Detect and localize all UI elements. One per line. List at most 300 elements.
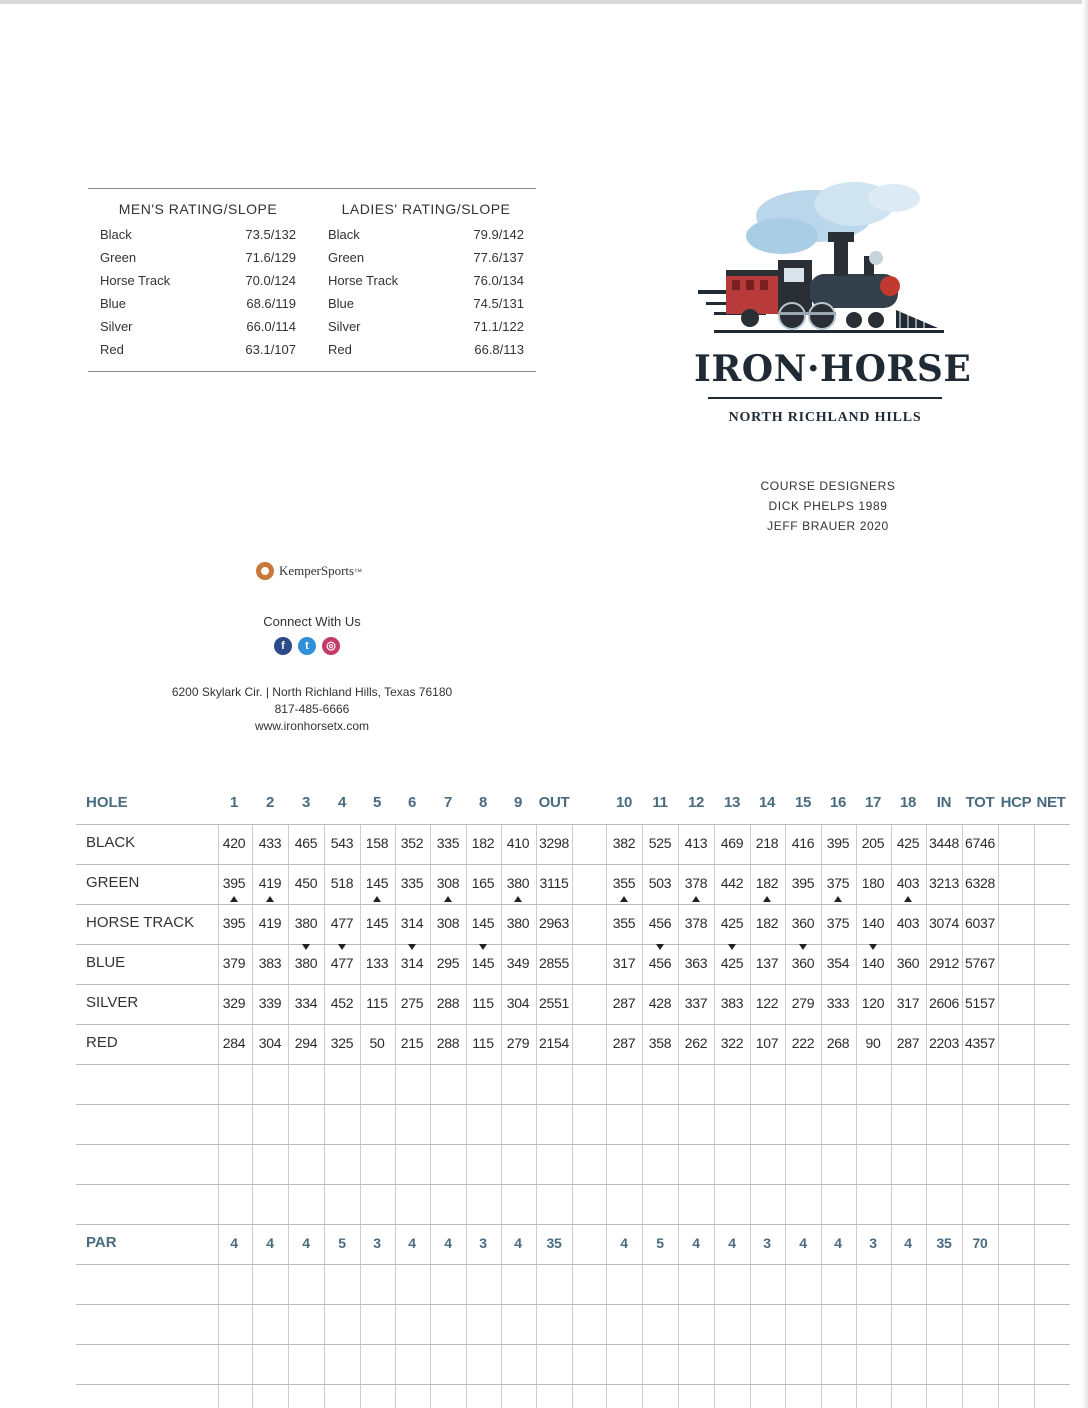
rating-slope-value: 74.5/131 <box>473 296 524 311</box>
header-hole-label: HOLE <box>86 794 128 811</box>
score-cell: 158 <box>365 835 389 851</box>
score-cell: 317 <box>896 995 920 1011</box>
score-cell: 325 <box>330 1035 354 1051</box>
score-cell: 107 <box>755 1035 779 1051</box>
score-cell: 6746 <box>965 835 995 851</box>
score-cell: 456 <box>648 915 672 931</box>
score-cell: 380 <box>294 955 318 971</box>
score-cell: 180 <box>861 875 885 891</box>
score-cell: 3 <box>869 1235 877 1251</box>
score-cell: 3 <box>373 1235 381 1251</box>
grid-column-line <box>821 824 822 1408</box>
header-cell: 7 <box>443 794 453 811</box>
score-cell: 317 <box>612 955 636 971</box>
mens-ratings-header: MEN'S RATING/SLOPE <box>118 201 278 217</box>
grid-column-line <box>714 824 715 1408</box>
tee-marker-down-icon <box>656 944 664 950</box>
grid-column-line <box>926 824 927 1408</box>
row-label: PAR <box>86 1234 117 1251</box>
score-cell: 477 <box>330 915 354 931</box>
tee-name: Black <box>328 227 360 242</box>
grid-column-line <box>1034 824 1035 1408</box>
tee-name: Horse Track <box>100 273 171 288</box>
tee-marker-down-icon <box>869 944 877 950</box>
tee-name: Red <box>328 342 352 357</box>
score-cell: 335 <box>436 835 460 851</box>
header-cell: OUT <box>538 794 570 811</box>
score-cell: 6037 <box>965 915 995 931</box>
header-cell: 14 <box>758 794 776 811</box>
score-cell: 115 <box>472 995 494 1011</box>
grid-column-line <box>395 824 396 1408</box>
score-cell: 518 <box>330 875 354 891</box>
score-cell: 335 <box>400 875 424 891</box>
score-cell: 339 <box>258 995 282 1011</box>
tee-name: Black <box>100 227 132 242</box>
rating-slope-value: 76.0/134 <box>473 273 524 288</box>
score-cell: 4 <box>302 1235 310 1251</box>
score-cell: 410 <box>506 835 530 851</box>
score-cell: 4357 <box>965 1035 995 1051</box>
grid-column-line <box>536 824 537 1408</box>
designer-phelps: DICK PHELPS 1989 <box>768 499 888 513</box>
tee-name: Red <box>100 342 124 357</box>
rating-slope-value: 63.1/107 <box>245 342 296 357</box>
score-cell: 452 <box>330 995 354 1011</box>
grid-column-line <box>324 824 325 1408</box>
score-cell: 395 <box>791 875 815 891</box>
grid-column-line <box>998 824 999 1408</box>
score-cell: 5767 <box>965 955 995 971</box>
score-cell: 288 <box>436 995 460 1011</box>
score-cell: 287 <box>612 1035 636 1051</box>
score-cell: 2963 <box>539 915 569 931</box>
grid-column-line <box>430 824 431 1408</box>
score-cell: 182 <box>471 835 495 851</box>
score-cell: 419 <box>258 915 282 931</box>
score-cell: 288 <box>436 1035 460 1051</box>
score-cell: 382 <box>612 835 636 851</box>
rating-slope-value: 66.8/113 <box>474 342 524 357</box>
row-label: GREEN <box>86 874 140 891</box>
score-cell: 337 <box>684 995 708 1011</box>
score-cell: 352 <box>400 835 424 851</box>
mens-rating-row <box>100 269 296 292</box>
score-cell: 355 <box>612 915 636 931</box>
header-cell: 15 <box>794 794 812 811</box>
tee-marker-down-icon <box>338 944 346 950</box>
phone-number: 817-485-6666 <box>274 702 350 716</box>
header-cell: IN <box>936 794 952 811</box>
logo-subtitle: NORTH RICHLAND HILLS <box>728 410 922 425</box>
score-cell: 2855 <box>539 955 569 971</box>
header-cell: NET <box>1036 794 1066 811</box>
mens-rating-row <box>100 315 296 338</box>
tee-marker-up-icon <box>692 896 700 902</box>
score-cell: 275 <box>400 995 424 1011</box>
score-cell: 4 <box>230 1235 238 1251</box>
score-cell: 3 <box>763 1235 771 1251</box>
score-cell: 90 <box>865 1035 881 1051</box>
score-cell: 360 <box>791 915 815 931</box>
grid-column-line <box>856 824 857 1408</box>
tee-marker-up-icon <box>763 896 771 902</box>
score-cell: 314 <box>400 915 424 931</box>
score-cell: 3074 <box>929 915 959 931</box>
header-cell: 5 <box>372 794 382 811</box>
ladies-rating-row <box>328 315 524 338</box>
mens-ratings <box>100 201 296 361</box>
score-cell: 322 <box>720 1035 744 1051</box>
grid-column-line <box>360 824 361 1408</box>
header-cell: 9 <box>513 794 523 811</box>
score-cell: 122 <box>755 995 779 1011</box>
score-cell: 133 <box>365 955 389 971</box>
mens-rating-row <box>100 338 296 361</box>
score-cell: 145 <box>365 915 389 931</box>
tee-marker-down-icon <box>799 944 807 950</box>
score-cell: 215 <box>400 1035 424 1051</box>
score-cell: 218 <box>755 835 779 851</box>
score-cell: 375 <box>826 875 850 891</box>
grid-column-line <box>218 824 219 1408</box>
kempersports-badge-icon <box>256 562 274 580</box>
tee-name: Silver <box>100 319 133 334</box>
score-cell: 425 <box>720 915 744 931</box>
score-cell: 120 <box>861 995 885 1011</box>
rating-slope-value: 79.9/142 <box>473 227 524 242</box>
score-cell: 182 <box>755 875 779 891</box>
tee-marker-up-icon <box>904 896 912 902</box>
score-cell: 5 <box>338 1235 346 1251</box>
mens-rating-row <box>100 223 296 246</box>
score-cell: 380 <box>506 915 530 931</box>
grid-row-line <box>76 824 1070 825</box>
score-cell: 428 <box>648 995 672 1011</box>
grid-column-line <box>642 824 643 1408</box>
score-cell: 3115 <box>539 875 569 891</box>
score-cell: 145 <box>471 955 495 971</box>
score-cell: 433 <box>258 835 282 851</box>
score-cell: 308 <box>436 915 460 931</box>
grid-column-line <box>678 824 679 1408</box>
row-label: BLACK <box>86 834 136 851</box>
tee-name: Blue <box>100 296 127 311</box>
ladies-rating-row <box>328 269 524 292</box>
rating-slope-value: 71.1/122 <box>473 319 524 334</box>
grid-column-line <box>962 824 963 1408</box>
rating-slope-value: 71.6/129 <box>245 250 296 265</box>
score-cell: 425 <box>720 955 744 971</box>
header-cell: 8 <box>478 794 488 811</box>
score-cell: 140 <box>861 955 885 971</box>
score-cell: 3 <box>479 1235 487 1251</box>
score-cell: 378 <box>684 915 708 931</box>
tee-name: Green <box>328 250 365 265</box>
header-cell: 1 <box>229 794 239 811</box>
score-cell: 165 <box>471 875 495 891</box>
logo-title: IRON·HORSE <box>694 348 972 390</box>
grid-row-line <box>76 984 1070 985</box>
tee-marker-up-icon <box>834 896 842 902</box>
grid-row-line <box>76 1104 1070 1105</box>
tee-marker-up-icon <box>373 896 381 902</box>
page-right-edge <box>1082 0 1088 1408</box>
ladies-ratings <box>328 201 524 361</box>
score-cell: 4 <box>620 1235 628 1251</box>
score-cell: 115 <box>366 995 388 1011</box>
score-cell: 355 <box>612 875 636 891</box>
rating-slope-value: 66.0/114 <box>246 319 296 334</box>
tee-marker-up-icon <box>444 896 452 902</box>
row-label: HORSE TRACK <box>86 914 195 931</box>
score-cell: 2912 <box>929 955 959 971</box>
tee-marker-down-icon <box>408 944 416 950</box>
row-label: RED <box>86 1034 118 1051</box>
tee-name: Horse Track <box>328 273 399 288</box>
kempersports-logo <box>256 562 362 580</box>
score-cell: 2606 <box>929 995 959 1011</box>
score-cell: 395 <box>826 835 850 851</box>
twitter-icon[interactable]: t <box>298 637 316 655</box>
score-cell: 403 <box>896 875 920 891</box>
score-cell: 420 <box>222 835 246 851</box>
mens-rating-row <box>100 246 296 269</box>
score-cell: 4 <box>692 1235 700 1251</box>
score-cell: 419 <box>258 875 282 891</box>
ladies-ratings-header: LADIES' RATING/SLOPE <box>341 201 511 217</box>
instagram-icon[interactable]: ◎ <box>322 637 340 655</box>
grid-column-line <box>606 824 607 1408</box>
trademark-mark: ™ <box>354 566 362 576</box>
score-cell: 4 <box>904 1235 912 1251</box>
grid-row-line <box>76 1304 1070 1305</box>
iron-horse-logo <box>694 178 972 436</box>
header-cell: 2 <box>265 794 275 811</box>
score-cell: 294 <box>294 1035 318 1051</box>
score-cell: 2203 <box>929 1035 959 1051</box>
score-cell: 2154 <box>539 1035 569 1051</box>
score-cell: 137 <box>755 955 779 971</box>
grid-row-line <box>76 1064 1070 1065</box>
contact-info <box>110 684 514 735</box>
designer-brauer: JEFF BRAUER 2020 <box>767 519 889 533</box>
ladies-rating-row <box>328 338 524 361</box>
score-cell: 2551 <box>539 995 569 1011</box>
grid-column-line <box>466 824 467 1408</box>
ladies-rating-row <box>328 223 524 246</box>
score-cell: 3298 <box>539 835 569 851</box>
score-cell: 383 <box>720 995 744 1011</box>
score-cell: 4 <box>514 1235 522 1251</box>
score-cell: 279 <box>506 1035 530 1051</box>
header-cell: 12 <box>687 794 705 811</box>
score-cell: 378 <box>684 875 708 891</box>
row-label: BLUE <box>86 954 126 971</box>
score-cell: 3213 <box>929 875 959 891</box>
score-cell: 360 <box>791 955 815 971</box>
score-cell: 222 <box>791 1035 815 1051</box>
score-cell: 395 <box>222 915 246 931</box>
grid-row-line <box>76 1144 1070 1145</box>
score-cell: 416 <box>791 835 815 851</box>
score-cell: 543 <box>330 835 354 851</box>
score-cell: 3448 <box>929 835 959 851</box>
score-cell: 4 <box>799 1235 807 1251</box>
score-cell: 4 <box>834 1235 842 1251</box>
row-label: SILVER <box>86 994 139 1011</box>
grid-column-line <box>501 824 502 1408</box>
connect-label: Connect With Us <box>263 614 361 629</box>
score-cell: 477 <box>330 955 354 971</box>
score-cell: 456 <box>648 955 672 971</box>
tee-marker-up-icon <box>514 896 522 902</box>
score-cell: 503 <box>648 875 672 891</box>
score-cell: 145 <box>365 875 389 891</box>
score-cell: 333 <box>826 995 850 1011</box>
rating-slope-value: 70.0/124 <box>245 273 296 288</box>
kempersports-name: KemperSports <box>279 563 355 578</box>
score-cell: 465 <box>294 835 318 851</box>
tee-marker-down-icon <box>302 944 310 950</box>
tee-name: Silver <box>328 319 361 334</box>
rating-slope-value: 73.5/132 <box>245 227 296 242</box>
ladies-rating-row <box>328 292 524 315</box>
mens-rating-row <box>100 292 296 315</box>
header-cell: 17 <box>864 794 882 811</box>
grid-row-line <box>76 1024 1070 1025</box>
ratings-table <box>88 188 536 372</box>
score-cell: 379 <box>222 955 246 971</box>
tee-name: Blue <box>328 296 355 311</box>
score-cell: 469 <box>720 835 744 851</box>
grid-column-line <box>750 824 751 1408</box>
tee-marker-up-icon <box>230 896 238 902</box>
score-cell: 284 <box>222 1035 246 1051</box>
score-cell: 287 <box>612 995 636 1011</box>
score-cell: 287 <box>896 1035 920 1051</box>
header-cell: 18 <box>899 794 917 811</box>
score-cell: 304 <box>506 995 530 1011</box>
grid-column-line <box>572 824 573 1408</box>
grid-row-line <box>76 1384 1070 1385</box>
grid-column-line <box>252 824 253 1408</box>
website-link[interactable]: www.ironhorsetx.com <box>254 719 370 733</box>
score-cell: 425 <box>896 835 920 851</box>
score-cell: 360 <box>896 955 920 971</box>
grid-row-line <box>76 864 1070 865</box>
tee-marker-up-icon <box>266 896 274 902</box>
tee-name: Green <box>100 250 137 265</box>
header-cell: HCP <box>1000 794 1032 811</box>
score-cell: 314 <box>400 955 424 971</box>
grid-column-line <box>288 824 289 1408</box>
score-cell: 268 <box>826 1035 850 1051</box>
locomotive-illustration <box>694 178 956 348</box>
score-cell: 279 <box>791 995 815 1011</box>
score-cell: 262 <box>684 1035 708 1051</box>
score-cell: 363 <box>684 955 708 971</box>
score-cell: 525 <box>648 835 672 851</box>
score-cell: 354 <box>826 955 850 971</box>
header-cell: 6 <box>407 794 417 811</box>
score-cell: 35 <box>936 1235 952 1251</box>
social-icons <box>274 637 340 655</box>
score-cell: 4 <box>444 1235 452 1251</box>
score-cell: 4 <box>728 1235 736 1251</box>
score-cell: 450 <box>294 875 318 891</box>
score-cell: 4 <box>408 1235 416 1251</box>
ladies-rating-row <box>328 246 524 269</box>
score-cell: 380 <box>506 875 530 891</box>
score-cell: 375 <box>826 915 850 931</box>
score-cell: 413 <box>684 835 708 851</box>
score-cell: 6328 <box>965 875 995 891</box>
page-top-edge <box>0 0 1088 4</box>
grid-column-line <box>891 824 892 1408</box>
score-cell: 140 <box>861 915 885 931</box>
scorecard-table <box>76 784 1070 1408</box>
score-cell: 5 <box>656 1235 664 1251</box>
score-cell: 205 <box>861 835 885 851</box>
header-cell: 4 <box>337 794 347 811</box>
score-cell: 329 <box>222 995 246 1011</box>
score-cell: 349 <box>506 955 530 971</box>
address-line: 6200 Skylark Cir. | North Richland Hills, Texas 76180 <box>171 685 453 699</box>
score-cell: 380 <box>294 915 318 931</box>
course-designers <box>720 476 936 536</box>
header-cell: 16 <box>829 794 847 811</box>
header-cell: TOT <box>965 794 995 811</box>
score-cell: 383 <box>258 955 282 971</box>
score-cell: 115 <box>472 1035 494 1051</box>
grid-row-line <box>76 1184 1070 1185</box>
header-cell: 11 <box>652 794 668 811</box>
score-cell: 182 <box>755 915 779 931</box>
designers-heading: COURSE DESIGNERS <box>760 479 896 493</box>
score-cell: 35 <box>546 1235 562 1251</box>
tee-marker-up-icon <box>620 896 628 902</box>
tee-marker-down-icon <box>728 944 736 950</box>
score-cell: 334 <box>294 995 318 1011</box>
rating-slope-value: 77.6/137 <box>473 250 524 265</box>
score-cell: 308 <box>436 875 460 891</box>
score-cell: 70 <box>972 1235 988 1251</box>
rating-slope-value: 68.6/119 <box>246 296 296 311</box>
score-cell: 4 <box>266 1235 274 1251</box>
grid-row-line <box>76 1344 1070 1345</box>
header-cell: 3 <box>301 794 311 811</box>
facebook-icon[interactable]: f <box>274 637 292 655</box>
header-cell: 10 <box>615 794 633 811</box>
score-cell: 403 <box>896 915 920 931</box>
header-cell: 13 <box>723 794 741 811</box>
score-cell: 5157 <box>965 995 995 1011</box>
score-cell: 145 <box>471 915 495 931</box>
grid-row-line <box>76 904 1070 905</box>
grid-row-line <box>76 1264 1070 1265</box>
tee-marker-down-icon <box>479 944 487 950</box>
score-cell: 50 <box>369 1035 385 1051</box>
grid-column-line <box>785 824 786 1408</box>
grid-row-line <box>76 944 1070 945</box>
score-cell: 358 <box>648 1035 672 1051</box>
score-cell: 304 <box>258 1035 282 1051</box>
score-cell: 442 <box>720 875 744 891</box>
grid-row-line <box>76 1224 1070 1225</box>
score-cell: 395 <box>222 875 246 891</box>
score-cell: 295 <box>436 955 460 971</box>
